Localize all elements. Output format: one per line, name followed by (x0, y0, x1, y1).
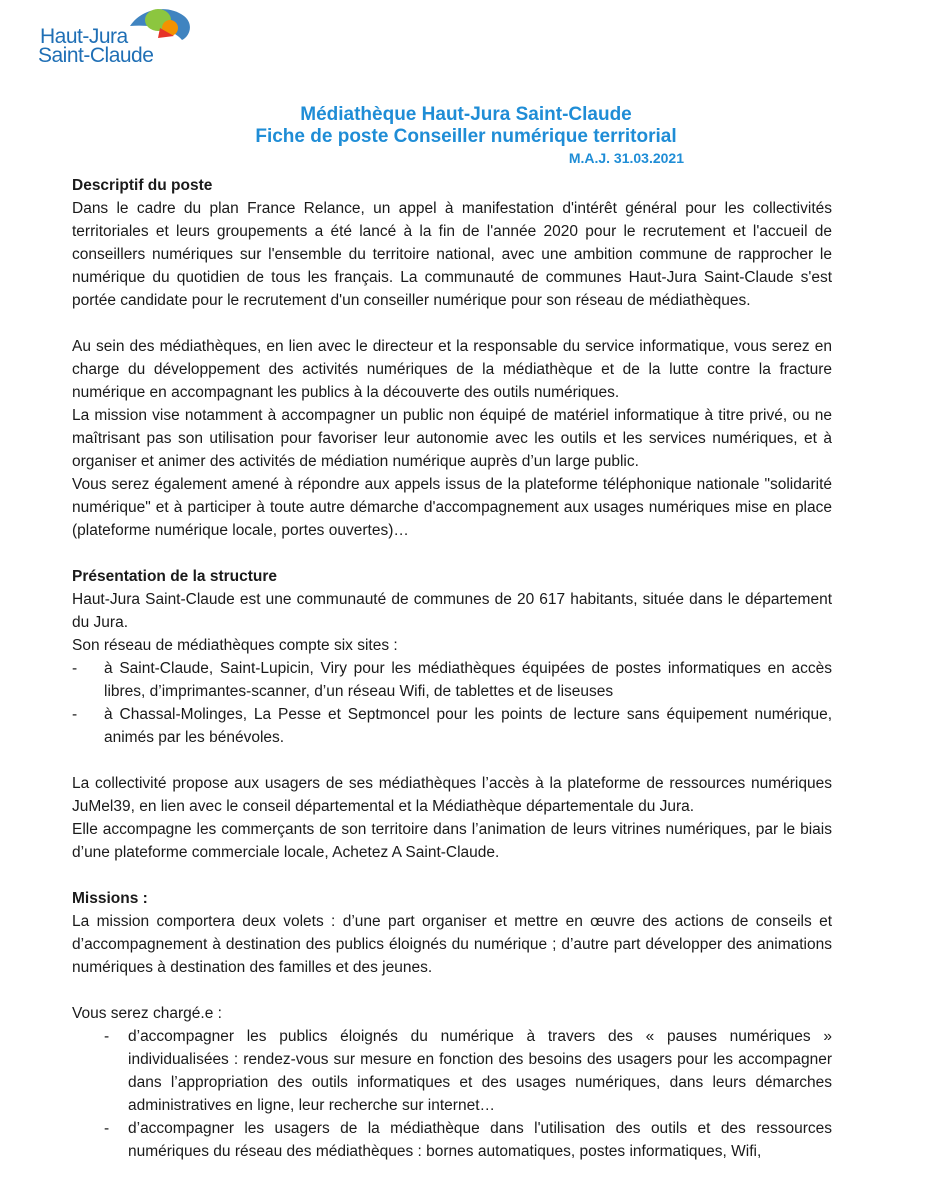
list-item (72, 1025, 832, 1117)
section-heading-presentation: Présentation de la structure (72, 568, 278, 585)
section-heading-missions: Missions : (72, 890, 148, 907)
paragraph: La mission vise notamment à accompagner un public non équipé de matériel informatique à titre privé, ou ne maîtrisant pas son utilisation pour favoriser leur autonomie avec les outils et les services numériques, et à organiser et animer des activités de médiation numérique auprès d’un large public. (72, 407, 832, 470)
missions-list (72, 1025, 832, 1163)
paragraph: Son réseau de médiathèques compte six sites : (72, 637, 398, 654)
dash-bullet: - (72, 660, 78, 677)
list-item-text: d’accompagner les publics éloignés du numérique à travers des « pauses numériques » individualisées : rendez-vous sur mesure en fonction des besoins des usagers pour les accompagner dans l’appropriation des outils informatiques et des usages numériques, dans leurs démarches administratives en ligne, leur recherche sur internet… (128, 1028, 832, 1114)
paragraph: Vous serez chargé.e : (72, 1005, 222, 1022)
paragraph: Dans le cadre du plan France Relance, un appel à manifestation d'intérêt général pour les collectivités territoriales et leurs groupements a été lancé à la fin de l'année 2020 pour le recrutement et l'accueil de conseillers numériques sur l'ensemble du territoire national, avec une ambition commune de rapprocher le numérique du quotidien de tous les français. La communauté de communes Haut-Jura Saint-Claude s'est portée candidate pour le recrutement d'un conseiller numérique pour son réseau de médiathèques. (72, 200, 832, 309)
logo-text-line2: Saint-Claude (38, 44, 154, 67)
list-item-text: à Saint-Claude, Saint-Lupicin, Viry pour les médiathèques équipées de postes informatiques en accès libres, d’imprimantes-scanner, d’un réseau Wifi, de tablettes et de liseuses (104, 660, 832, 700)
paragraph: Vous serez également amené à répondre aux appels issus de la plateforme téléphonique nationale "solidarité numérique" et à participer à toute autre démarche d'accompagnement aux usages numériques mise en place (plateforme numérique locale, portes ouvertes)… (72, 476, 832, 539)
logo (34, 6, 192, 68)
document-title: Médiathèque Haut-Jura Saint-Claude (300, 104, 632, 125)
dash-bullet: - (104, 1028, 110, 1045)
sites-list (72, 657, 832, 749)
document-subtitle: Fiche de poste Conseiller numérique territorial (255, 126, 677, 147)
paragraph: Au sein des médiathèques, en lien avec le directeur et la responsable du service informatique, vous serez en charge du développement des activités numériques de la médiathèque et de la lutte contre la fracture numérique en accompagnant les publics à la découverte des outils numériques. (72, 338, 832, 401)
paragraph: La collectivité propose aux usagers de ses médiathèques l’accès à la plateforme de ressources numériques JuMel39, en lien avec le conseil départemental et la Médiathèque départementale du Jura. (72, 775, 832, 815)
list-item (72, 657, 832, 703)
dash-bullet: - (72, 706, 78, 723)
list-item (72, 703, 832, 749)
paragraph: Elle accompagne les commerçants de son territoire dans l’animation de leurs vitrines numériques, par le biais d’une plateforme commerciale locale, Achetez A Saint-Claude. (72, 821, 832, 861)
update-date: M.A.J. 31.03.2021 (568, 150, 684, 166)
paragraph: La mission comportera deux volets : d’une part organiser et mettre en œuvre des actions de conseils et d’accompagnement à destination des publics éloignés du numérique ; d’autre part développer des animations numériques à destination des familles et des jeunes. (72, 913, 832, 976)
list-item-text: d’accompagner les usagers de la médiathèque dans l'utilisation des outils et des ressources numériques du réseau des médiathèques : bornes automatiques, postes informatiques, Wifi, (128, 1120, 832, 1160)
section-heading-descriptif: Descriptif du poste (72, 177, 213, 194)
dash-bullet: - (104, 1120, 110, 1137)
list-item (72, 1117, 832, 1163)
document-body (72, 174, 832, 1163)
document-header (0, 104, 932, 166)
paragraph: Haut-Jura Saint-Claude est une communauté de communes de 20 617 habitants, située dans le département du Jura. (72, 591, 832, 631)
list-item-text: à Chassal-Molinges, La Pesse et Septmoncel pour les points de lecture sans équipement numérique, animés par les bénévoles. (104, 706, 832, 746)
logo-text-line1: Haut-Jura (40, 25, 128, 48)
